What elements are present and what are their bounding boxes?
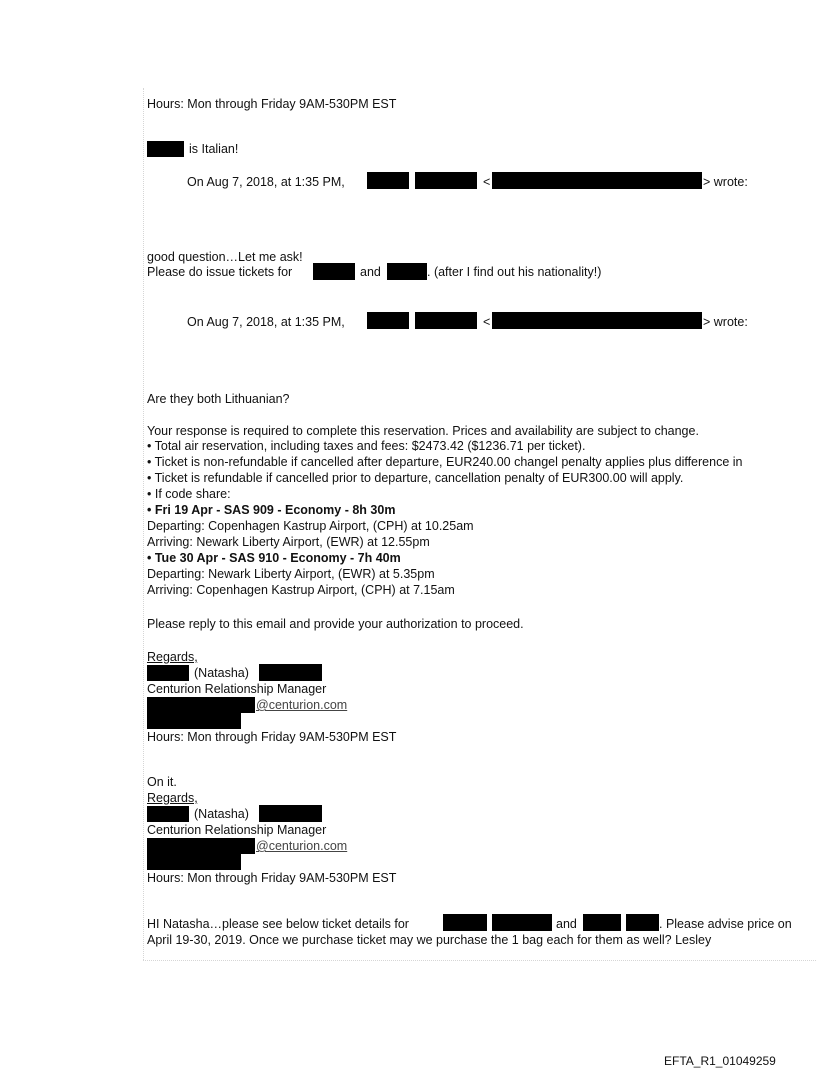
redacted-sender-email	[492, 172, 702, 189]
sig1-email-link[interactable]: @centurion.com	[256, 698, 348, 712]
sig2-regards: Regards,	[147, 791, 198, 805]
sig2-email-link[interactable]: @centurion.com	[256, 839, 348, 853]
redacted-name	[313, 263, 355, 280]
quote-header-1-wrote: > wrote:	[703, 175, 748, 189]
sig1-hours: Hours: Mon through Friday 9AM-530PM EST	[147, 730, 397, 744]
redacted-sender-first	[367, 312, 409, 329]
bullet-refundable: • Ticket is refundable if cancelled prior to departure, cancellation penalty of EUR300.00 will apply.	[147, 471, 684, 485]
redacted-name	[387, 263, 427, 280]
redacted-email-user	[147, 838, 255, 854]
redacted-phone	[147, 854, 241, 870]
bullet-total: • Total air reservation, including taxes and fees: $2473.42 ($1236.71 per ticket).	[147, 439, 586, 453]
final-line2: April 19-30, 2019. Once we purchase ticket may we purchase the 1 bag each for them as well? Lesley	[147, 933, 712, 947]
quote-header-2-lt: <	[483, 315, 491, 329]
redacted-name	[147, 806, 189, 822]
quote-border-bottom	[143, 960, 816, 961]
quote-header-1-lt: <	[483, 175, 491, 189]
redacted-name	[492, 914, 552, 931]
bullet-codeshare: • If code share:	[147, 487, 231, 501]
sig2-hours: Hours: Mon through Friday 9AM-530PM EST	[147, 871, 397, 885]
issue-prefix: Please do issue tickets for	[147, 265, 293, 279]
redacted-name	[443, 914, 487, 931]
quote-header-2-wrote: > wrote:	[703, 315, 748, 329]
redacted-sender-last	[415, 172, 477, 189]
flight2-depart: Departing: Newark Liberty Airport, (EWR) at 5.35pm	[147, 567, 435, 581]
issue-and: and	[360, 265, 381, 279]
reply-request: Please reply to this email and provide your authorization to proceed.	[147, 617, 524, 631]
final-line1-prefix: HI Natasha…please see below ticket details for	[147, 917, 409, 931]
flight1-depart: Departing: Copenhagen Kastrup Airport, (CPH) at 10.25am	[147, 519, 474, 533]
italian-note: is Italian!	[189, 142, 239, 156]
redacted-name	[583, 914, 621, 931]
redacted-name	[147, 665, 189, 681]
flight2-title: • Tue 30 Apr - SAS 910 - Economy - 7h 40m	[147, 551, 401, 565]
redacted-sender-email	[492, 312, 702, 329]
redacted-name	[259, 805, 322, 822]
question-line: good question…Let me ask!	[147, 250, 303, 264]
quote-border-left	[143, 88, 144, 960]
final-line1-suffix: . Please advise price on	[659, 917, 792, 931]
issue-suffix: . (after I find out his nationality!)	[427, 265, 602, 279]
sig1-name: (Natasha)	[194, 666, 249, 680]
response-required: Your response is required to complete this reservation. Prices and availability are subject to change.	[147, 424, 699, 438]
redacted-name	[147, 141, 184, 157]
sig1-role: Centurion Relationship Manager	[147, 682, 327, 696]
flight2-arrive: Arriving: Copenhagen Kastrup Airport, (CPH) at 7.15am	[147, 583, 455, 597]
redacted-name	[259, 664, 322, 681]
quote-header-2: On Aug 7, 2018, at 1:35 PM,	[187, 315, 345, 329]
bullet-nonrefundable: • Ticket is non-refundable if cancelled after departure, EUR240.00 changel penalty applies plus difference in	[147, 455, 743, 469]
redacted-name	[626, 914, 659, 931]
sig2-role: Centurion Relationship Manager	[147, 823, 327, 837]
sig1-regards: Regards,	[147, 650, 198, 664]
redacted-sender-first	[367, 172, 409, 189]
redacted-email-user	[147, 697, 255, 713]
on-it: On it.	[147, 775, 177, 789]
hours-line-top: Hours: Mon through Friday 9AM-530PM EST	[147, 97, 397, 111]
flight1-arrive: Arriving: Newark Liberty Airport, (EWR) at 12.55pm	[147, 535, 430, 549]
quote-header-1: On Aug 7, 2018, at 1:35 PM,	[187, 175, 345, 189]
redacted-sender-last	[415, 312, 477, 329]
lithuanian-question: Are they both Lithuanian?	[147, 392, 290, 406]
final-line1-and: and	[556, 917, 577, 931]
doc-id: EFTA_R1_01049259	[664, 1054, 776, 1068]
sig2-name: (Natasha)	[194, 807, 249, 821]
redacted-phone	[147, 713, 241, 729]
flight1-title: • Fri 19 Apr - SAS 909 - Economy - 8h 30m	[147, 503, 396, 517]
